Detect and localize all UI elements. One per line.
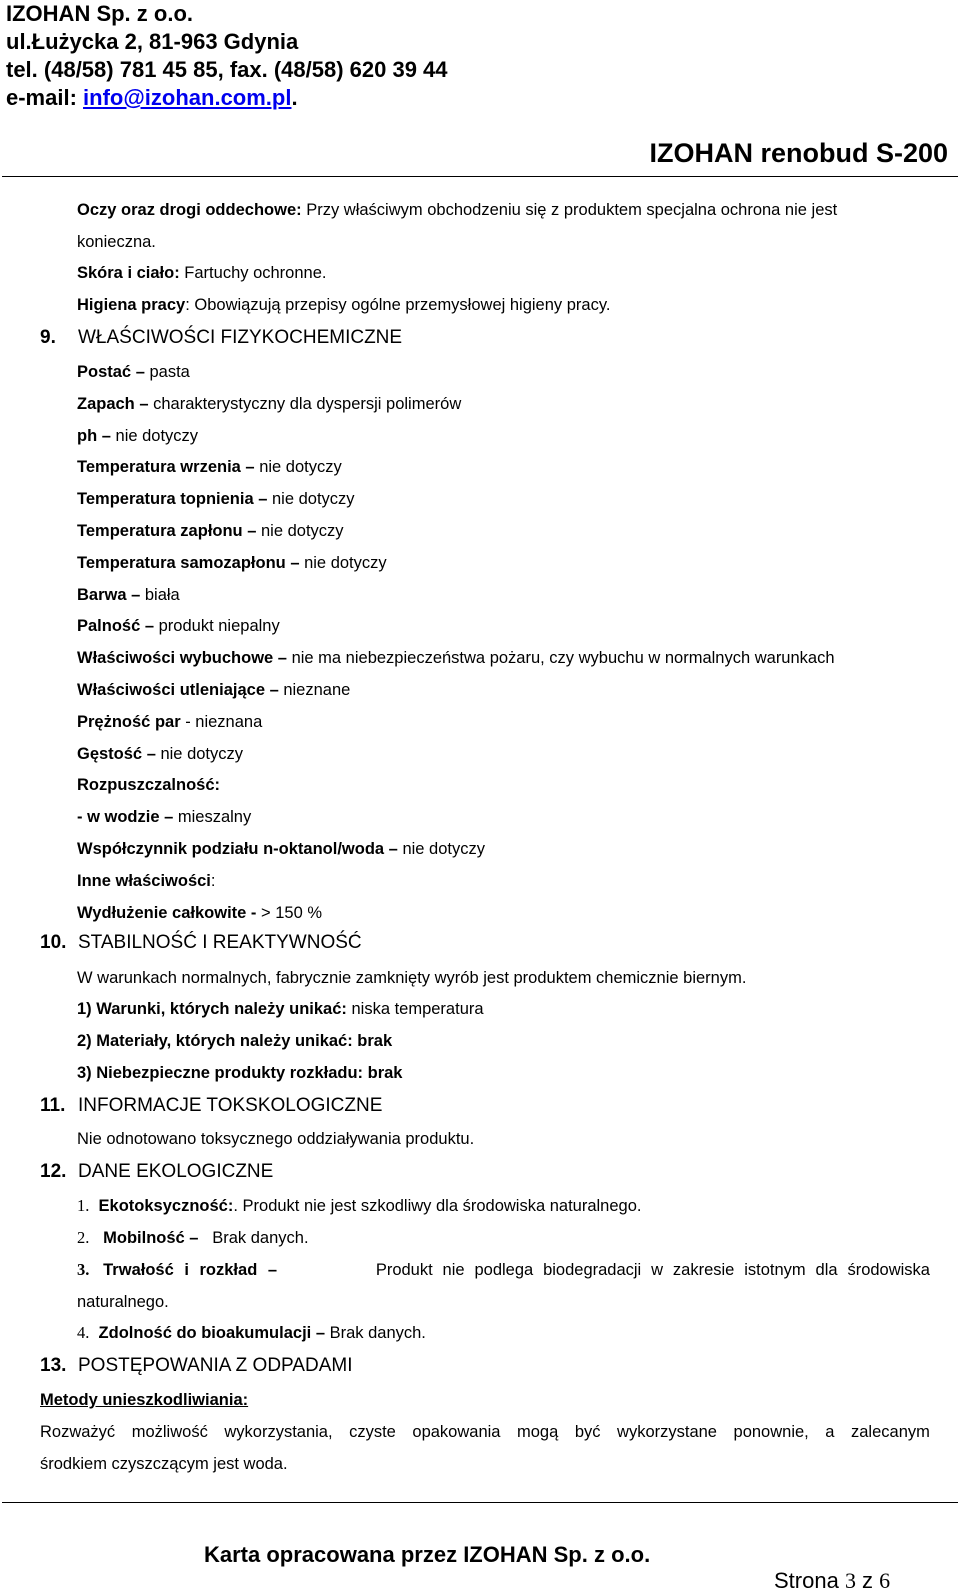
property-row — [77, 488, 355, 510]
property-value: biała — [144, 586, 180, 604]
word: wykorzystane — [617, 1423, 717, 1441]
section-13-title: POSTĘPOWANIA Z ODPADAMI — [78, 1355, 353, 1376]
property-value: nie dotyczy — [259, 458, 342, 476]
property-label: ph – — [77, 427, 116, 445]
eco-item-3-label: Trwałość i rozkład – — [103, 1261, 278, 1279]
property-value: nie dotyczy — [272, 490, 355, 508]
property-value: - nieznana — [180, 713, 263, 731]
property-value: nie dotyczy — [260, 522, 344, 540]
property-label: Inne właściwości — [77, 872, 211, 890]
property-label: Wydłużenie całkowite - — [77, 904, 261, 922]
property-row — [77, 425, 198, 447]
property-row — [77, 711, 262, 733]
property-label: Właściwości utleniające – — [77, 681, 284, 699]
property-row — [77, 520, 344, 542]
email-label: e-mail: — [6, 85, 84, 110]
property-row — [77, 615, 280, 637]
eco-item-3-number: 3. — [77, 1260, 90, 1279]
property-label: Rozpuszczalność: — [77, 776, 221, 794]
product-name: IZOHAN renobud S-200 — [649, 138, 948, 168]
eco-item-1-label: Ekotoksyczność: — [98, 1197, 234, 1215]
property-value: nie dotyczy — [402, 840, 485, 858]
property-row — [77, 774, 220, 796]
property-label: Temperatura zapłonu – — [77, 522, 261, 540]
eco-item-2-label: Mobilność – — [103, 1229, 199, 1247]
property-value: nieznane — [283, 681, 351, 699]
disposal-methods-label: Metody unieszkodliwiania: — [40, 1391, 249, 1409]
property-value: nie dotyczy — [160, 745, 244, 763]
page-prefix: Strona — [774, 1568, 845, 1593]
hygiene-label: Higiena pracy — [77, 296, 186, 314]
decomposition-products: 3) Niebezpieczne produkty rozkładu: brak — [77, 1064, 403, 1082]
eco-item-4-number: 4. — [77, 1323, 90, 1342]
property-value: > 150 % — [261, 904, 323, 922]
property-value: nie dotyczy — [115, 427, 199, 445]
property-label: Gęstość – — [77, 745, 161, 763]
footer-prepared-by: Karta opracowana przez IZOHAN Sp. z o.o. — [204, 1542, 651, 1567]
section-10-title: STABILNOŚĆ I REAKTYWNOŚĆ — [78, 932, 362, 953]
property-value: nie dotyczy — [304, 554, 387, 572]
company-address: ul.Łużycka 2, 81-963 Gdynia — [6, 29, 299, 54]
section-9-title: WŁAŚCIWOŚCI FIZYKOCHEMICZNE — [78, 327, 403, 348]
property-label: Właściwości wybuchowe – — [77, 649, 292, 667]
eco-item-1-number: 1. — [77, 1196, 90, 1215]
property-label: Zapach – — [77, 395, 154, 413]
eyes-text: Przy właściwym obchodzeniu się z produktem specjalna ochrona nie jest — [301, 201, 838, 219]
property-label: Temperatura wrzenia – — [77, 458, 260, 476]
section-12-heading — [40, 1160, 273, 1184]
section-10-heading — [40, 931, 362, 955]
toxicology-text: Nie odnotowano toksycznego oddziaływania produktu. — [77, 1130, 475, 1148]
skin-label: Skóra i ciało: — [77, 264, 180, 282]
property-row — [77, 902, 322, 924]
word: czyste — [349, 1423, 396, 1441]
eco-item-4-value: Brak danych. — [325, 1324, 426, 1342]
section-11-number: 11. — [40, 1095, 66, 1116]
disposal-text-1 — [40, 1421, 930, 1443]
eco-item-3 — [77, 1259, 930, 1281]
disposal-text-line2: środkiem czyszczącym jest woda. — [40, 1455, 288, 1473]
property-row — [77, 361, 190, 383]
word: być — [574, 1423, 601, 1441]
footer-divider — [2, 1502, 958, 1503]
eco-item-2-value: Brak danych. — [207, 1229, 309, 1247]
section-13-number: 13. — [40, 1355, 67, 1376]
property-label: - w wodzie – — [77, 808, 178, 826]
word: ponownie, — [733, 1423, 809, 1441]
property-row — [77, 679, 350, 701]
property-label: Palność – — [77, 617, 159, 635]
property-value: pasta — [149, 363, 190, 381]
avoid-conditions — [77, 998, 484, 1020]
property-value: : — [210, 872, 216, 890]
property-row — [77, 806, 251, 828]
section-12-number: 12. — [40, 1161, 67, 1182]
section-11-heading — [40, 1094, 382, 1118]
eco-item-3-cont: naturalnego. — [77, 1293, 169, 1311]
property-row — [77, 456, 342, 478]
word: opakowania — [412, 1423, 501, 1441]
avoid-conditions-value: niska temperatura — [346, 1000, 484, 1018]
property-row — [77, 393, 461, 415]
property-value: mieszalny — [177, 808, 252, 826]
word: zalecanym — [851, 1423, 930, 1441]
hygiene-text: : Obowiązują przepisy ogólne przemysłowej higieny pracy. — [185, 296, 611, 314]
property-row — [77, 743, 243, 765]
section-9-heading — [40, 326, 402, 350]
eyes-label: Oczy oraz drogi oddechowe: — [77, 201, 302, 219]
page-total: 6 — [879, 1568, 891, 1593]
hygiene-line — [77, 294, 610, 316]
eco-item-1 — [77, 1195, 641, 1217]
disposal-text-line1 — [40, 1421, 930, 1443]
property-value: produkt niepalny — [158, 617, 280, 635]
word: Rozważyć — [40, 1423, 116, 1441]
company-name: IZOHAN Sp. z o.o. — [6, 1, 193, 26]
eco-item-2 — [77, 1227, 309, 1249]
eco-item-4-label: Zdolność do bioakumulacji – — [98, 1324, 325, 1342]
section-12-title: DANE EKOLOGICZNE — [78, 1161, 274, 1182]
property-label: Prężność par — [77, 713, 181, 731]
section-10-number: 10. — [40, 932, 67, 953]
word: możliwość — [131, 1423, 208, 1441]
avoid-materials: 2) Materiały, których należy unikać: brak — [77, 1032, 393, 1050]
page-number: 3 — [844, 1568, 856, 1593]
property-row — [77, 584, 180, 606]
skin-text: Fartuchy ochronne. — [179, 264, 327, 282]
property-row — [77, 647, 835, 669]
property-row — [77, 870, 215, 892]
property-label: Współczynnik podziału n-oktanol/woda – — [77, 840, 403, 858]
property-label: Temperatura samozapłonu – — [77, 554, 305, 572]
eyes-cont: konieczna. — [77, 233, 156, 251]
skin-line — [77, 262, 326, 284]
property-value: nie ma niebezpieczeństwa pożaru, czy wybuchu w normalnych warunkach — [291, 649, 835, 667]
property-label: Postać – — [77, 363, 150, 381]
eco-item-2-number: 2. — [77, 1228, 90, 1247]
eyes-line — [77, 199, 837, 221]
eco-item-3-value: Produkt nie podlega biodegradacji w zakresie istotnym dla środowiska — [375, 1261, 930, 1279]
avoid-conditions-label: 1) Warunki, których należy unikać: — [77, 1000, 347, 1018]
company-phones: tel. (48/58) 781 45 85, fax. (48/58) 620 39 44 — [6, 57, 448, 82]
eco-item-4 — [77, 1322, 426, 1344]
email-link[interactable]: info@izohan.com.pl — [83, 85, 292, 110]
word: wykorzystania, — [224, 1423, 333, 1441]
section-11-title: INFORMACJE TOKSKOLOGICZNE — [78, 1095, 383, 1116]
property-row — [77, 838, 485, 860]
property-label: Barwa – — [77, 586, 145, 604]
page-mid: z — [855, 1568, 880, 1593]
section-13-heading — [40, 1354, 352, 1378]
word: mogą — [517, 1423, 559, 1441]
header-divider — [2, 176, 958, 177]
eco-item-1-value: . Produkt nie jest szkodliwy dla środowiska naturalnego. — [233, 1197, 642, 1215]
page-indicator — [774, 1568, 890, 1594]
company-email-line — [6, 84, 298, 112]
word: a — [825, 1423, 835, 1441]
stability-text: W warunkach normalnych, fabrycznie zamknięty wyrób jest produktem chemicznie biernym. — [77, 969, 747, 987]
property-label: Temperatura topnienia – — [77, 490, 272, 508]
section-9-number: 9. — [40, 327, 56, 348]
email-dot: . — [291, 85, 298, 110]
property-value: charakterystyczny dla dyspersji polimerów — [153, 395, 462, 413]
property-row — [77, 552, 387, 574]
